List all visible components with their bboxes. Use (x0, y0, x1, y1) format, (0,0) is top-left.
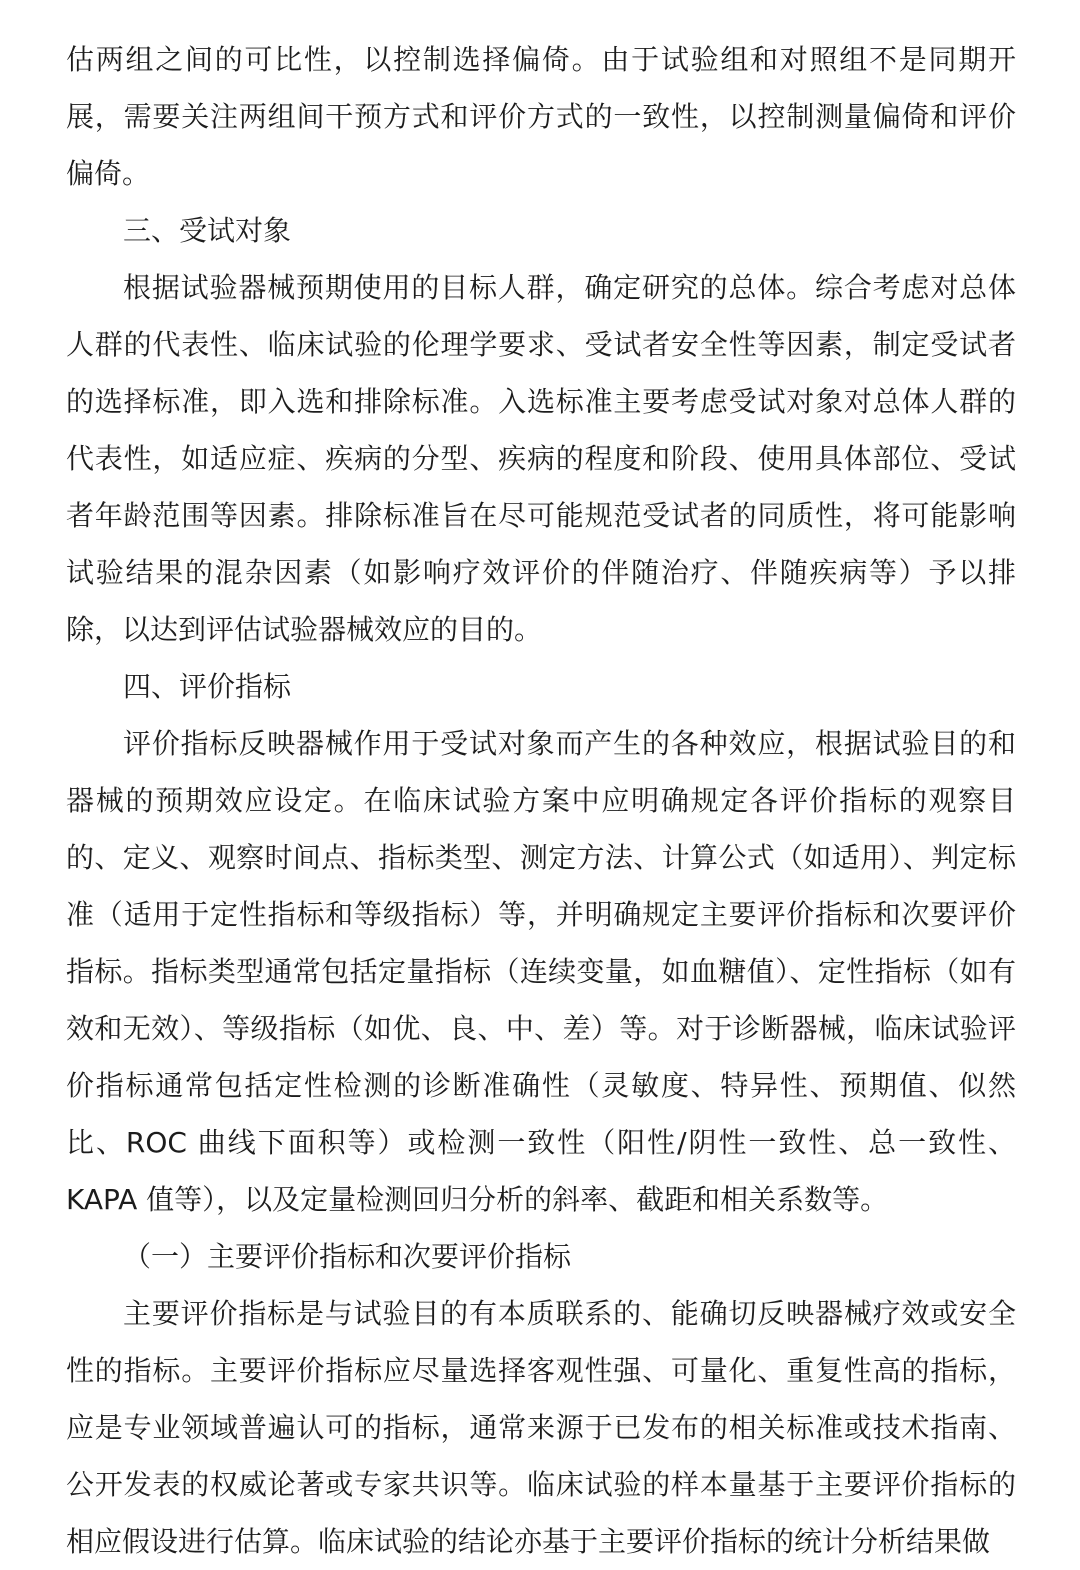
paragraph-primary-indicators: 主要评价指标是与试验目的有本质联系的、能确切反映器械疗效或安全性的指标。主要评价指标应尽量选择客观性强、可量化、重复性高的指标，应是专业领域普遍认可的指标，通常来源于已发布的相关标准或技术指南、公开发表的权威论著或专家共识等。临床试验的样本量基于主要评价指标的相应假设进行估算。临床试验的结论亦基于主要评价指标的统计分析结果做 (66, 1297, 1016, 1558)
paragraph-intro: 估两组之间的可比性，以控制选择偏倚。由于试验组和对照组不是同期开展，需要关注两组间干预方式和评价方式的一致性，以控制测量偏倚和评价偏倚。 (66, 43, 1016, 190)
document-page (66, 31, 1016, 1570)
subsection-heading-primary-secondary: （一）主要评价指标和次要评价指标 (123, 1240, 572, 1273)
paragraph-indicators: 评价指标反映器械作用于受试对象而产生的各种效应，根据试验目的和器械的预期效应设定。在临床试验方案中应明确规定各评价指标的观察目的、定义、观察时间点、指标类型、测定方法、计算公式（如适用）、判定标准（适用于定性指标和等级指标）等，并明确规定主要评价指标和次要评价指标。指标类型通常包括定量指标（连续变量，如血糖值）、定性指标（如有效和无效）、等级指标（如优、良、中、差）等。对于诊断器械，临床试验评价指标通常包括定性检测的诊断准确性（灵敏度、特异性、预期值、似然比、ROC 曲线下面积等）或检测一致性（阳性/阴性一致性、总一致性、KAPA 值等），以及定量检测回归分析的斜率、截距和相关系数等。 (66, 727, 1016, 1216)
section-heading-subjects: 三、受试对象 (123, 214, 292, 247)
section-heading-indicators: 四、评价指标 (123, 670, 292, 703)
paragraph-subjects: 根据试验器械预期使用的目标人群，确定研究的总体。综合考虑对总体人群的代表性、临床试验的伦理学要求、受试者安全性等因素，制定受试者的选择标准，即入选和排除标准。入选标准主要考虑受试对象对总体人群的代表性，如适应症、疾病的分型、疾病的程度和阶段、使用具体部位、受试者年龄范围等因素。排除标准旨在尽可能规范受试者的同质性，将可能影响试验结果的混杂因素（如影响疗效评价的伴随治疗、伴随疾病等）予以排除，以达到评估试验器械效应的目的。 (66, 271, 1016, 646)
